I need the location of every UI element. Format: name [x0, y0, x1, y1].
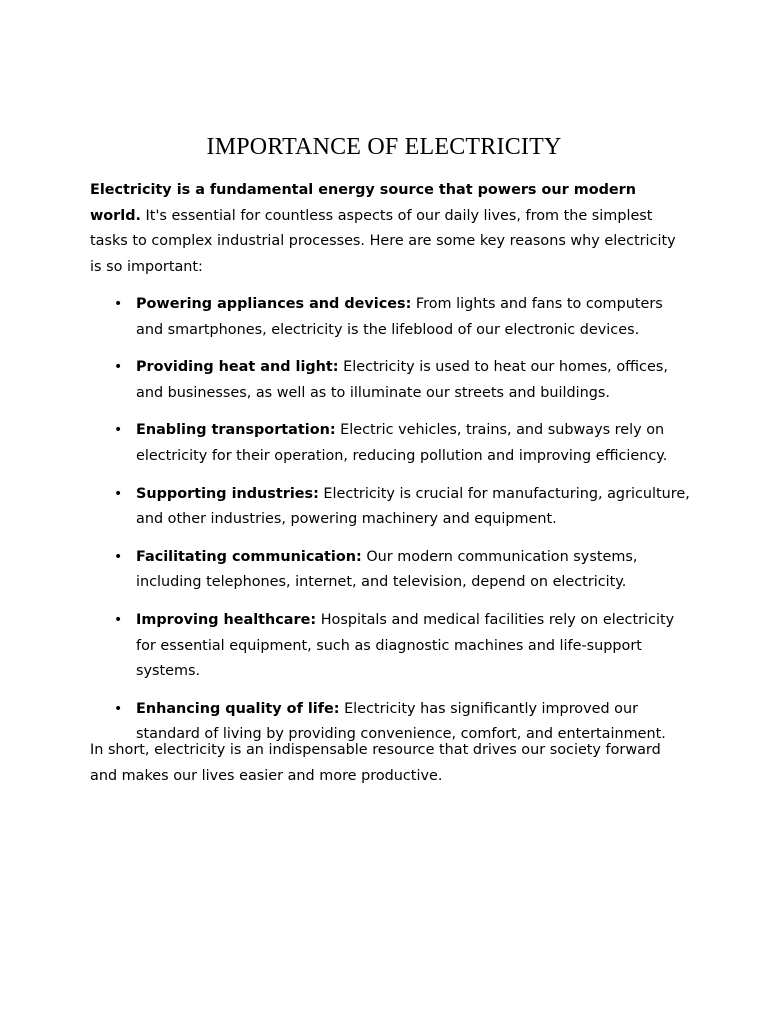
list-item: [90, 608, 690, 685]
page-title: IMPORTANCE OF ELECTRICITY: [206, 134, 562, 160]
list-item-heading: Providing heat and light:: [136, 359, 339, 376]
list-item-text: From lights and fans to computers and smartphones, electricity is the lifeblood of our electronic devices.: [136, 296, 663, 338]
list-item: [90, 292, 690, 343]
conclusion-paragraph: In short, electricity is an indispensable resource that drives our society forward and makes our lives easier and more productive.: [90, 742, 661, 784]
list-item-text: Hospitals and medical facilities rely on electricity for essential equipment, such as diagnostic machines and life-support systems.: [136, 611, 675, 680]
reasons-list: [90, 292, 690, 760]
bullet-icon: •: [114, 296, 123, 312]
bullet-icon: •: [114, 359, 123, 376]
intro-rest-text: It's essential for countless aspects of our daily lives, from the simplest tasks to complex industrial processes. Here are some key reasons why electricity is so important:: [90, 207, 676, 275]
list-item-heading: Enabling transportation:: [136, 422, 336, 439]
list-item-heading: Powering appliances and devices:: [136, 296, 412, 312]
list-item: [90, 355, 690, 406]
intro-lead-bold: Electricity is a fundamental energy source that powers our modern world.: [90, 182, 637, 224]
list-item-text: Electric vehicles, trains, and subways rely on electricity for their operation, reducing pollution and improving efficiency.: [136, 422, 668, 464]
list-item-heading: Supporting industries:: [136, 485, 319, 502]
list-item-text: Our modern communication systems, including telephones, internet, and television, depend on electricity.: [136, 548, 638, 591]
list-item-text: Electricity is crucial for manufacturing, agriculture, and other industries, powering machinery and equipment.: [136, 485, 690, 528]
list-item-text: Electricity has significantly improved our standard of living by providing convenience, comfort, and entertainment.: [136, 700, 666, 743]
bullet-icon: •: [114, 422, 123, 439]
list-item-text: Electricity is used to heat our homes, offices, and businesses, as well as to illuminate our streets and buildings.: [136, 359, 668, 401]
list-item: [90, 482, 690, 533]
list-item-heading: Enhancing quality of life:: [136, 700, 340, 717]
intro-paragraph: [90, 178, 690, 280]
bullet-icon: •: [114, 485, 123, 502]
list-item: [90, 545, 690, 596]
bullet-icon: •: [114, 611, 123, 628]
list-item-heading: Facilitating communication:: [136, 548, 362, 565]
list-item-heading: Improving healthcare:: [136, 611, 317, 628]
list-item: [90, 418, 690, 469]
bullet-icon: •: [114, 548, 123, 565]
bullet-icon: •: [114, 700, 123, 717]
